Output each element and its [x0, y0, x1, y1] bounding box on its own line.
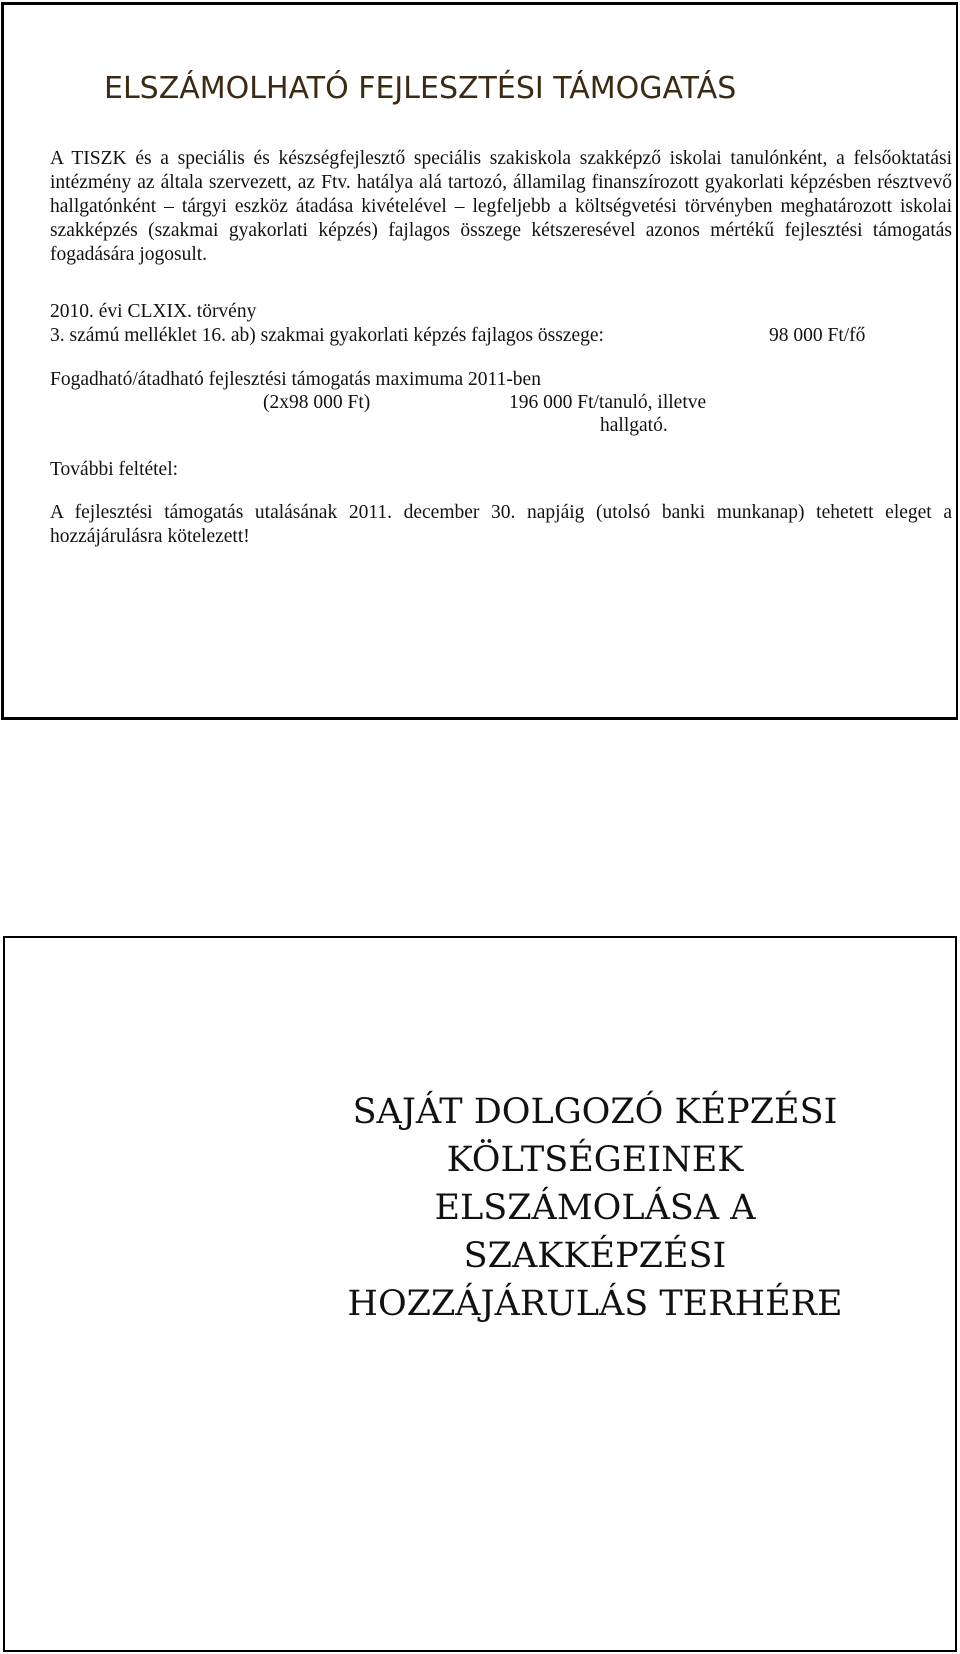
title-line: HOZZÁJÁRULÁS TERHÉRE — [347, 1284, 843, 1324]
title-line: SZAKKÉPZÉSI — [463, 1236, 727, 1276]
eligibility-paragraph: A TISZK és a speciális és készségfejlesztő speciális szakiskola szakképző iskolai tanulónként, a felsőoktatási intézmény az általa szervezett, az Ftv. hatálya alá tartozó, államilag finanszírozott gyakorlati képzésben résztvevő hallgatónként – tárgyi eszköz átadása kivételével – legfeljebb a költségvetési törvényben meghatározott iskolai szakképzés (szakmai gyakorlati képzés) fajlagos összege kétszeresével azonos mértékű fejlesztési támogatás fogadására jogosult. — [50, 148, 952, 265]
max-support-label: Fogadható/átadható fejlesztési támogatás maximuma 2011-ben — [50, 369, 541, 390]
condition-label: További feltétel: — [50, 459, 179, 480]
title-line: ELSZÁMOLÁSA A — [434, 1188, 756, 1228]
condition-text: A fejlesztési támogatás utalásának 2011. december 30. napjáig (utolsó banki munkanap) tehetett eleget a hozzájárulásra kötelezett! — [50, 502, 952, 547]
max-support-amount: 196 000 Ft/tanuló, illetve — [509, 392, 707, 413]
amount-per-person: 98 000 Ft/fő — [769, 325, 866, 346]
title-line: KÖLTSÉGEINEK — [446, 1140, 744, 1180]
max-support-formula: (2x98 000 Ft) — [263, 392, 371, 413]
slide-2 — [3, 936, 957, 1652]
slide-1 — [1, 2, 958, 720]
annex-reference: 3. számú melléklet 16. ab) szakmai gyakorlati képzés fajlagos összege: — [50, 325, 604, 346]
title-line: SAJÁT DOLGOZÓ KÉPZÉSI — [352, 1092, 838, 1132]
max-support-amount-cont: hallgató. — [600, 415, 668, 436]
slide-2-title — [5, 1088, 960, 1328]
law-reference: 2010. évi CLXIX. törvény — [50, 301, 257, 322]
slide-1-title: ELSZÁMOLHATÓ FEJLESZTÉSI TÁMOGATÁS — [104, 71, 737, 106]
